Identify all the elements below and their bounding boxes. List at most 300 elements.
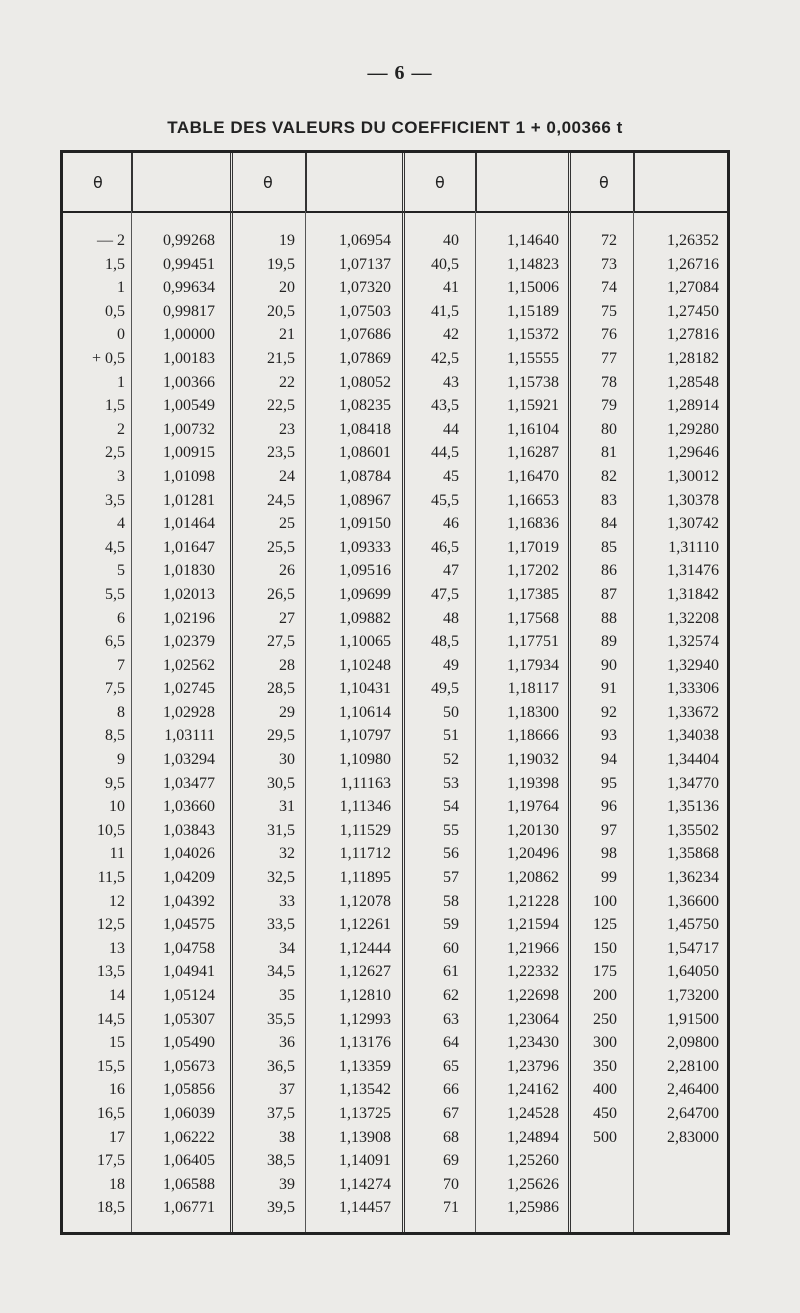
coefficient-cell: 1,05856 — [163, 1081, 215, 1099]
coefficient-cell: 1,06039 — [163, 1104, 215, 1122]
coefficient-cell: 1,20496 — [507, 845, 559, 863]
coefficient-cell: 1,03294 — [163, 751, 215, 769]
coefficient-cell: 1,18666 — [507, 727, 559, 745]
theta-cell: 62 — [443, 987, 459, 1004]
coefficient-cell: 1,17019 — [507, 538, 559, 556]
theta-cell: 175 — [593, 963, 617, 981]
theta-cell: 78 — [601, 373, 617, 391]
coefficient-cell: 1,64050 — [667, 963, 719, 981]
theta-cell: 39 — [279, 1175, 295, 1193]
coefficient-cell: 1,05673 — [163, 1057, 215, 1075]
theta-cell: 60 — [443, 939, 459, 957]
theta-header: θ — [263, 173, 273, 192]
coefficient-cell: 1,27084 — [667, 279, 719, 297]
theta-cell: 12 — [109, 892, 125, 910]
coefficient-cell: 1,14091 — [339, 1152, 391, 1170]
theta-cell: 83 — [601, 491, 617, 509]
coefficient-cell: 1,07686 — [339, 326, 391, 344]
coefficient-cell: 1,08601 — [339, 444, 391, 462]
coefficient-cell: 1,03477 — [163, 774, 215, 792]
coefficient-cell: 1,04209 — [163, 869, 215, 887]
coefficient-cell: 1,10614 — [339, 703, 391, 721]
theta-cell: 7 — [117, 656, 125, 674]
theta-cell: 67 — [443, 1104, 459, 1122]
coefficient-cell: 1,27816 — [667, 326, 719, 344]
coefficient-cell: 1,30378 — [667, 491, 719, 509]
coefficient-cell: 1,08235 — [339, 397, 391, 415]
theta-cell: 63 — [443, 1010, 459, 1028]
coefficient-cell: 1,16470 — [507, 467, 559, 485]
column-separator — [131, 211, 132, 1232]
theta-cell: 23 — [279, 420, 295, 438]
theta-cell: 74 — [601, 279, 617, 297]
theta-cell: 0,5 — [105, 302, 125, 320]
coefficient-cell: 1,08418 — [339, 420, 391, 438]
theta-cell: 4,5 — [105, 538, 125, 556]
theta-cell: 27 — [279, 609, 295, 627]
theta-cell: 4 — [117, 515, 125, 533]
theta-cell: 56 — [443, 845, 459, 863]
theta-cell: 16,5 — [97, 1104, 125, 1122]
header-separator — [131, 153, 133, 211]
coefficient-cell: 1,32940 — [667, 656, 719, 674]
coefficient-cell: 1,06771 — [163, 1199, 215, 1217]
theta-cell: 26,5 — [267, 585, 295, 603]
coefficient-cell: 1,07869 — [339, 349, 391, 367]
theta-cell: 96 — [601, 798, 617, 816]
theta-cell: 71 — [443, 1199, 459, 1217]
coefficient-cell: 1,00183 — [163, 349, 215, 367]
theta-cell: 11 — [109, 845, 125, 863]
coefficient-cell: 1,28914 — [667, 397, 719, 415]
coefficient-cell: 1,12078 — [339, 892, 391, 910]
coefficient-cell: 1,21966 — [507, 939, 559, 957]
coefficient-cell: 1,25626 — [507, 1175, 559, 1193]
theta-cell: 40 — [443, 232, 459, 249]
theta-cell: — 2 — [97, 232, 125, 249]
theta-cell: + 0,5 — [91, 349, 125, 367]
theta-cell: 24 — [279, 467, 295, 485]
coefficient-cell: 1,12810 — [339, 987, 391, 1004]
coefficient-cell: 0,99268 — [163, 232, 215, 249]
coefficient-cell: 1,07137 — [339, 255, 391, 273]
theta-cell: 45,5 — [431, 491, 459, 509]
theta-cell: 5,5 — [105, 585, 125, 603]
theta-cell: 10,5 — [97, 821, 125, 839]
theta-cell: 33,5 — [267, 916, 295, 934]
coefficient-cell: 1,15189 — [507, 302, 559, 320]
theta-cell: 16 — [109, 1081, 125, 1099]
theta-cell: 35,5 — [267, 1010, 295, 1028]
theta-cell: 9,5 — [105, 774, 125, 792]
theta-cell: 100 — [593, 892, 617, 910]
coefficient-cell: 1,10797 — [339, 727, 391, 745]
coefficient-cell: 1,33672 — [667, 703, 719, 721]
theta-column — [63, 229, 125, 1220]
coefficient-cell: 1,15921 — [507, 397, 559, 415]
theta-cell: 41 — [443, 279, 459, 297]
coefficient-cell: 1,11712 — [339, 845, 391, 863]
coefficient-cell: 1,26352 — [667, 232, 719, 249]
theta-cell: 39,5 — [267, 1199, 295, 1217]
coefficient-cell: 1,05307 — [163, 1010, 215, 1028]
table-title: TABLE DES VALEURS DU COEFFICIENT 1 + 0,00366 t — [167, 118, 623, 137]
coefficient-cell: 1,29280 — [667, 420, 719, 438]
coefficient-cell: 1,19398 — [507, 774, 559, 792]
theta-cell: 30,5 — [267, 774, 295, 792]
theta-cell: 86 — [601, 562, 617, 580]
coefficient-cell: 1,05124 — [163, 987, 215, 1004]
coefficient-cell: 1,00366 — [163, 373, 215, 391]
theta-cell: 93 — [601, 727, 617, 745]
theta-cell: 32 — [279, 845, 295, 863]
coefficient-cell: 1,27450 — [667, 302, 719, 320]
theta-cell: 10 — [109, 798, 125, 816]
theta-cell: 45 — [443, 467, 459, 485]
coefficient-cell: 2,28100 — [667, 1057, 719, 1075]
coefficient-cell: 2,09800 — [667, 1034, 719, 1052]
coefficient-cell: 1,26716 — [667, 255, 719, 273]
theta-cell: 2,5 — [105, 444, 125, 462]
coefficient-cell: 2,46400 — [667, 1081, 719, 1099]
theta-cell: 59 — [443, 916, 459, 934]
theta-cell: 1 — [117, 279, 125, 297]
coefficient-cell: 1,13359 — [339, 1057, 391, 1075]
coefficient-cell: 1,16287 — [507, 444, 559, 462]
coefficient-cell: 1,19032 — [507, 751, 559, 769]
coefficient-cell: 1,17934 — [507, 656, 559, 674]
coefficient-cell: 1,17385 — [507, 585, 559, 603]
theta-cell: 76 — [601, 326, 617, 344]
coefficient-cell: 1,32574 — [667, 633, 719, 651]
theta-cell: 21 — [279, 326, 295, 344]
coefficient-cell: 1,34770 — [667, 774, 719, 792]
theta-cell: 17,5 — [97, 1152, 125, 1170]
coefficient-cell: 1,91500 — [667, 1010, 719, 1028]
coefficient-cell: 1,31110 — [668, 538, 719, 556]
theta-cell: 89 — [601, 633, 617, 651]
theta-cell: 1,5 — [105, 255, 125, 273]
theta-cell: 13,5 — [97, 963, 125, 981]
theta-cell: 250 — [593, 1010, 617, 1028]
coefficient-cell: 1,06954 — [339, 232, 391, 249]
theta-cell: 92 — [601, 703, 617, 721]
column-separator — [633, 211, 634, 1232]
theta-cell: 8 — [117, 703, 125, 721]
coefficient-cell: 1,10980 — [339, 751, 391, 769]
theta-cell: 150 — [593, 939, 617, 957]
theta-cell: 19,5 — [267, 255, 295, 273]
theta-cell: 31 — [279, 798, 295, 816]
coefficient-cell: 1,33306 — [667, 680, 719, 698]
theta-cell: 90 — [601, 656, 617, 674]
theta-cell: 46 — [443, 515, 459, 533]
coefficient-cell: 1,14274 — [339, 1175, 391, 1193]
coefficient-cell: 1,10431 — [339, 680, 391, 698]
coefficient-cell: 1,02196 — [163, 609, 215, 627]
theta-cell: 66 — [443, 1081, 459, 1099]
coefficient-cell: 1,13908 — [339, 1128, 391, 1146]
theta-cell: 5 — [117, 562, 125, 580]
theta-cell: 41,5 — [431, 302, 459, 320]
coefficient-cell: 1,35502 — [667, 821, 719, 839]
theta-cell: 500 — [593, 1128, 617, 1146]
theta-cell: 54 — [443, 798, 459, 816]
theta-cell: 75 — [601, 302, 617, 320]
coefficient-cell: 1,04758 — [163, 939, 215, 957]
coefficient-cell: 1,15555 — [507, 349, 559, 367]
theta-cell: 49 — [443, 656, 459, 674]
theta-cell: 44,5 — [431, 444, 459, 462]
theta-cell: 61 — [443, 963, 459, 981]
theta-cell: 50 — [443, 703, 459, 721]
coefficient-cell: 1,28548 — [667, 373, 719, 391]
coefficient-cell: 1,17568 — [507, 609, 559, 627]
theta-header: θ — [599, 173, 609, 192]
coefficient-cell: 1,11529 — [339, 821, 391, 839]
column-separator — [305, 211, 306, 1232]
column-group-4 — [568, 153, 730, 1232]
coefficient-cell: 1,21228 — [507, 892, 559, 910]
theta-cell: 47,5 — [431, 585, 459, 603]
coefficient-cell: 1,02379 — [163, 633, 215, 651]
coefficient-cell: 1,14457 — [339, 1199, 391, 1217]
coefficient-cell: 1,17202 — [507, 562, 559, 580]
coefficient-cell: 1,32208 — [667, 609, 719, 627]
page-number: — 6 — — [367, 62, 433, 84]
theta-cell: 64 — [443, 1034, 459, 1052]
coefficient-cell: 1,23796 — [507, 1057, 559, 1075]
theta-cell: 51 — [443, 727, 459, 745]
coefficient-cell: 1,19764 — [507, 798, 559, 816]
coefficient-cell: 1,09150 — [339, 515, 391, 533]
value-column — [477, 229, 559, 1220]
coefficient-table — [60, 150, 730, 1235]
theta-cell: 0 — [117, 326, 125, 344]
theta-cell: 350 — [593, 1057, 617, 1075]
coefficient-cell: 1,02562 — [163, 656, 215, 674]
theta-cell: 7,5 — [105, 680, 125, 698]
theta-cell: 57 — [443, 869, 459, 887]
theta-cell: 81 — [601, 444, 617, 462]
coefficient-cell: 1,18300 — [507, 703, 559, 721]
theta-cell: 87 — [601, 585, 617, 603]
column-group-1 — [63, 153, 230, 1232]
theta-column — [405, 229, 459, 1220]
coefficient-cell: 1,16104 — [507, 420, 559, 438]
coefficient-cell: 1,24528 — [507, 1104, 559, 1122]
theta-cell: 21,5 — [267, 349, 295, 367]
coefficient-cell: 1,00549 — [163, 397, 215, 415]
theta-header: θ — [435, 173, 445, 192]
theta-cell: 300 — [593, 1034, 617, 1052]
theta-cell: 25,5 — [267, 538, 295, 556]
coefficient-cell: 1,07503 — [339, 302, 391, 320]
coefficient-cell: 1,01464 — [163, 515, 215, 533]
theta-cell: 19 — [279, 232, 295, 249]
coefficient-cell: 1,45750 — [667, 916, 719, 934]
coefficient-cell: 1,09882 — [339, 609, 391, 627]
value-column — [309, 229, 391, 1220]
coefficient-cell: 1,20862 — [507, 869, 559, 887]
coefficient-cell: 1,12261 — [339, 916, 391, 934]
coefficient-cell: 1,11163 — [340, 774, 391, 792]
theta-column — [571, 229, 617, 1149]
coefficient-cell: 1,20130 — [507, 821, 559, 839]
coefficient-cell: 1,02013 — [163, 585, 215, 603]
coefficient-cell: 1,11895 — [339, 869, 391, 887]
coefficient-cell: 1,03660 — [163, 798, 215, 816]
column-group-3 — [402, 153, 571, 1232]
coefficient-cell: 1,12627 — [339, 963, 391, 981]
coefficient-cell: 1,29646 — [667, 444, 719, 462]
theta-cell: 34 — [279, 939, 295, 957]
coefficient-cell: 1,02745 — [163, 680, 215, 698]
theta-cell: 28,5 — [267, 680, 295, 698]
theta-cell: 400 — [593, 1081, 617, 1099]
coefficient-cell: 1,01830 — [163, 562, 215, 580]
theta-cell: 43,5 — [431, 397, 459, 415]
theta-cell: 70 — [443, 1175, 459, 1193]
theta-cell: 65 — [443, 1057, 459, 1075]
theta-cell: 97 — [601, 821, 617, 839]
theta-cell: 42 — [443, 326, 459, 344]
theta-cell: 85 — [601, 538, 617, 556]
coefficient-cell: 1,30012 — [667, 467, 719, 485]
theta-cell: 73 — [601, 255, 617, 273]
theta-cell: 450 — [593, 1104, 617, 1122]
theta-cell: 72 — [601, 232, 617, 249]
theta-cell: 20,5 — [267, 302, 295, 320]
theta-cell: 38,5 — [267, 1152, 295, 1170]
coefficient-cell: 1,23064 — [507, 1010, 559, 1028]
theta-cell: 2 — [117, 420, 125, 438]
theta-cell: 88 — [601, 609, 617, 627]
coefficient-cell: 1,06222 — [163, 1128, 215, 1146]
theta-cell: 36 — [279, 1034, 295, 1052]
theta-cell: 77 — [601, 349, 617, 367]
theta-cell: 3,5 — [105, 491, 125, 509]
theta-cell: 46,5 — [431, 538, 459, 556]
theta-cell: 13 — [109, 939, 125, 957]
value-column — [133, 229, 215, 1220]
theta-cell: 36,5 — [267, 1057, 295, 1075]
theta-cell: 125 — [593, 916, 617, 934]
coefficient-cell: 1,25260 — [507, 1152, 559, 1170]
coefficient-cell: 1,12993 — [339, 1010, 391, 1028]
theta-cell: 28 — [279, 656, 295, 674]
coefficient-cell: 1,16836 — [507, 515, 559, 533]
theta-cell: 15,5 — [97, 1057, 125, 1075]
theta-cell: 84 — [601, 515, 617, 533]
theta-cell: 6,5 — [105, 633, 125, 651]
coefficient-cell: 1,34038 — [667, 727, 719, 745]
theta-cell: 95 — [601, 774, 617, 792]
theta-cell: 30 — [279, 751, 295, 769]
coefficient-cell: 1,00732 — [163, 420, 215, 438]
theta-cell: 37,5 — [267, 1104, 295, 1122]
theta-cell: 9 — [117, 751, 125, 769]
theta-cell: 69 — [443, 1152, 459, 1170]
coefficient-cell: 1,06588 — [163, 1175, 215, 1193]
coefficient-cell: 1,11346 — [339, 798, 391, 816]
theta-cell: 98 — [601, 845, 617, 863]
theta-cell: 37 — [279, 1081, 295, 1099]
theta-cell: 8,5 — [105, 727, 125, 745]
coefficient-cell: 1,22698 — [507, 987, 559, 1004]
theta-cell: 68 — [443, 1128, 459, 1146]
coefficient-cell: 1,02928 — [163, 703, 215, 721]
coefficient-cell: 1,30742 — [667, 515, 719, 533]
theta-cell: 35 — [279, 987, 295, 1004]
coefficient-cell: 1,08967 — [339, 491, 391, 509]
column-separator — [475, 211, 476, 1232]
coefficient-cell: 1,28182 — [667, 349, 719, 367]
coefficient-cell: 1,14640 — [507, 232, 559, 249]
coefficient-cell: 1,35136 — [667, 798, 719, 816]
coefficient-cell: 1,13176 — [339, 1034, 391, 1052]
coefficient-cell: 1,12444 — [339, 939, 391, 957]
coefficient-cell: 1,15738 — [507, 373, 559, 391]
theta-cell: 1,5 — [105, 397, 125, 415]
theta-cell: 200 — [593, 987, 617, 1004]
coefficient-cell: 1,07320 — [339, 279, 391, 297]
theta-cell: 26 — [279, 562, 295, 580]
theta-cell: 38 — [279, 1128, 295, 1146]
coefficient-cell: 1,15006 — [507, 279, 559, 297]
coefficient-cell: 1,24162 — [507, 1081, 559, 1099]
theta-cell: 27,5 — [267, 633, 295, 651]
theta-cell: 22 — [279, 373, 295, 391]
theta-cell: 40,5 — [431, 255, 459, 273]
theta-cell: 18,5 — [97, 1199, 125, 1217]
theta-cell: 82 — [601, 467, 617, 485]
theta-cell: 48,5 — [431, 633, 459, 651]
theta-cell: 29,5 — [267, 727, 295, 745]
coefficient-cell: 1,16653 — [507, 491, 559, 509]
theta-cell: 6 — [117, 609, 125, 627]
coefficient-cell: 1,04575 — [163, 916, 215, 934]
header-separator — [305, 153, 307, 211]
coefficient-cell: 1,54717 — [667, 939, 719, 957]
coefficient-cell: 1,23430 — [507, 1034, 559, 1052]
coefficient-cell: 1,03843 — [163, 821, 215, 839]
coefficient-cell: 1,10248 — [339, 656, 391, 674]
coefficient-cell: 1,18117 — [507, 680, 559, 698]
coefficient-cell: 1,09333 — [339, 538, 391, 556]
theta-cell: 24,5 — [267, 491, 295, 509]
theta-cell: 52 — [443, 751, 459, 769]
theta-cell: 79 — [601, 397, 617, 415]
coefficient-cell: 1,01098 — [163, 467, 215, 485]
coefficient-cell: 1,10065 — [339, 633, 391, 651]
coefficient-cell: 1,35868 — [667, 845, 719, 863]
theta-cell: 17 — [109, 1128, 125, 1146]
theta-cell: 42,5 — [431, 349, 459, 367]
theta-cell: 91 — [601, 680, 617, 698]
theta-cell: 1 — [117, 373, 125, 391]
coefficient-cell: 1,01281 — [163, 491, 215, 509]
coefficient-cell: 1,03111 — [164, 727, 215, 745]
coefficient-cell: 1,36234 — [667, 869, 719, 887]
theta-cell: 34,5 — [267, 963, 295, 981]
theta-cell: 23,5 — [267, 444, 295, 462]
coefficient-cell: 1,21594 — [507, 916, 559, 934]
coefficient-cell: 1,00000 — [163, 326, 215, 344]
theta-header: θ — [93, 173, 103, 192]
theta-cell: 14,5 — [97, 1010, 125, 1028]
theta-cell: 14 — [109, 987, 125, 1004]
